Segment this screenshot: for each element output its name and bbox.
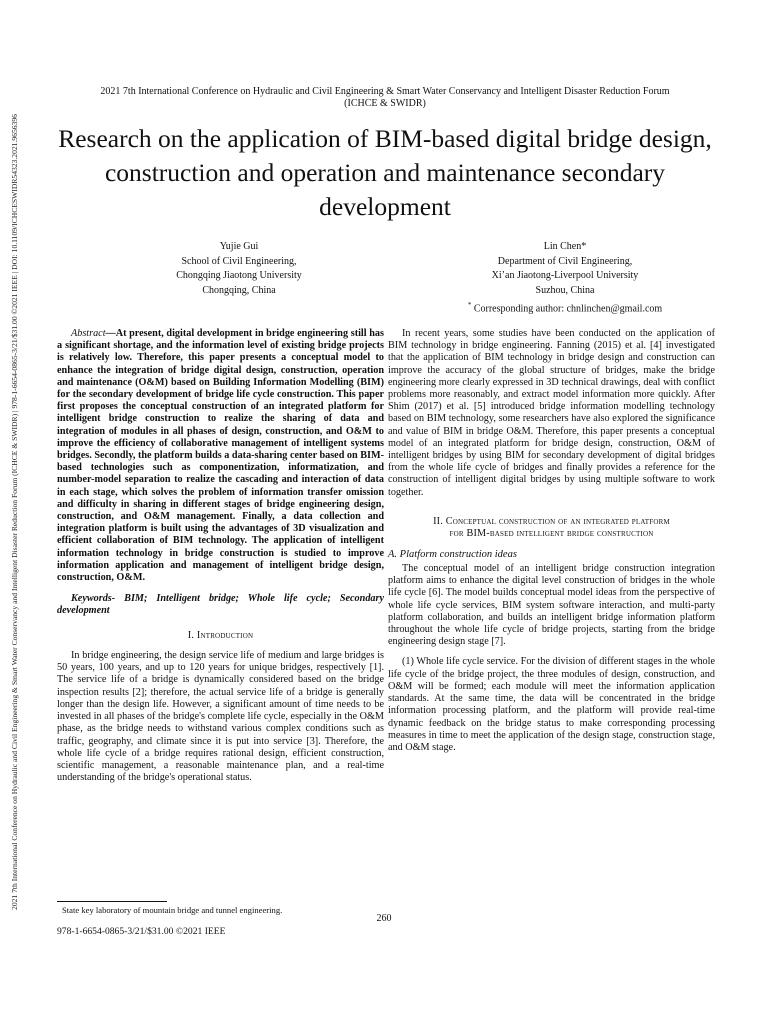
conference-header bbox=[40, 86, 730, 110]
section-heading-line1: II. Conceptual construction of an integrated platform bbox=[433, 515, 670, 527]
platform-paragraph-2: (1) Whole life cycle service. For the division of different stages in the whole life cycle of the bridge project, the three modules of design, construction, and O&M will be formed; each module will meet the information application standards. At the same time, the data will be concentrated in the bridge information processing platform, and the platform will provide real-time dynamic feedback on the bridge status to make corresponding processing measures in time to meet the application of the design stage, construction stage, and O&M stage. bbox=[388, 656, 715, 753]
keywords: Keywords- BIM; Intelligent bridge; Whole life cycle; Secondary development bbox=[57, 593, 384, 617]
abstract-label: Abstract bbox=[71, 328, 106, 339]
author-city: Suzhou, China bbox=[535, 284, 595, 296]
introduction-paragraph: In bridge engineering, the design service life of medium and large bridges is 50 years, 100 years, and up to 120 years for unique bridges, respectively [1]. The service life of a bridge is dynamically considered based on the bridge inspection results [2]; therefore, the actual service life of a bridge is generally longer than the design life. However, a significant amount of time needs to be invested in all phases of the bridge's complete life cycle, especially in the O&M phase, as the bridge needs to withstand various complex conditions such as traffic, geography, and climate since it is put into service [3]. Therefore, the whole life cycle of a bridge requires rational design, efficient construction, scientific management, a reasonable maintenance plan, and a real-time understanding of the bridge's operational status. bbox=[57, 650, 384, 784]
paper-title: Research on the application of BIM-based digital bridge design, construction and operation and maintenance secondary development bbox=[58, 124, 712, 221]
author-university: Xi’an Jiaotong-Liverpool University bbox=[491, 270, 639, 282]
author-university: Chongqing Jiaotong University bbox=[176, 270, 302, 282]
side-doi-strip bbox=[4, 0, 26, 1024]
footnote-rule bbox=[57, 901, 167, 902]
left-column bbox=[57, 328, 384, 784]
author-department: Department of Civil Engineering, bbox=[497, 255, 633, 267]
corresponding-author bbox=[425, 298, 705, 317]
section-heading-line2: for BIM-based intelligent bridge construction bbox=[449, 528, 654, 540]
author-name: Yujie Gui bbox=[219, 241, 259, 252]
side-doi-text: 2021 7th International Conference on Hydraulic and Civil Engineering & Smart Water Conservancy and Intelligent Disaster Reduction Forum (ICHCE & SWIDR) | 978-1-6654-0865-3/21/$31.00 ©2021 IEEE | DOI: 10.1109/ICHCESWIDR54323.2021.9656396 bbox=[10, 114, 19, 910]
isbn-line: 978-1-6654-0865-3/21/$31.00 ©2021 IEEE bbox=[57, 926, 226, 937]
page-number: 260 bbox=[376, 913, 392, 924]
conference-acronym: (ICHCE & SWIDR) bbox=[344, 98, 426, 109]
corresponding-mark: * bbox=[467, 301, 472, 310]
conference-name: 2021 7th International Conference on Hydraulic and Civil Engineering & Smart Water Conservancy and Intelligent Disaster Reduction Forum bbox=[100, 86, 670, 97]
author-block-2 bbox=[425, 240, 705, 317]
abstract bbox=[57, 328, 384, 584]
author-department: School of Civil Engineering, bbox=[181, 255, 297, 267]
footnote: State key laboratory of mountain bridge and tunnel engineering. bbox=[62, 905, 283, 915]
subsection-heading: A. Platform construction ideas bbox=[388, 548, 517, 560]
author-city: Chongqing, China bbox=[202, 284, 276, 296]
right-column bbox=[388, 328, 715, 754]
section-heading-introduction: I. Introduction bbox=[187, 629, 254, 641]
platform-paragraph-1: The conceptual model of an intelligent bridge construction integration platform aims to enhance the digital level construction of bridges in the whole life cycle [6]. The model builds conceptual model ideas from the perspective of whole life cycle services, BIM system software interaction, and multi-party platform collaboration, and builds an intelligent bridge information platform throughout the whole life cycle of bridge projects, starting from the bridge engineering design stage [7]. bbox=[388, 563, 715, 648]
abstract-text: —At present, digital development in bridge engineering still has a significant shortage, and the information level of existing bridge projects is relatively low. Therefore, this paper presents a conceptual model to enhance the integration of bridge digital design, construction, operation and maintenance (O&M) based on Building Information Modelling (BIM) for the secondary development of bridge life cycle construction. This paper first proposes the conceptual construction of an integrated platform for intelligent bridge construction to realize the sharing of data and integration of modules in all phases of design, construction, and O&M to improve the efficiency of collaborative management of intelligent systems bridges. Secondly, the platform builds a data-sharing center based on BIM-based technologies such as componentization, informatization, and number-model separation to realize the cascading and interaction of data in each stage, which solves the problem of information transfer omission and difficulty in sharing in different stages of bridge engineering design, construction, and O&M management. Finally, a data collection and integration platform is built using the advantages of 3D visualization and efficient collaboration of BIM technology. The application of intelligent information technology in bridge construction is studied to improve information application and management of intelligent bridge design, construction, O&M. bbox=[57, 328, 384, 584]
author-name: Lin Chen* bbox=[543, 241, 587, 252]
related-work-paragraph: In recent years, some studies have been conducted on the application of BIM technology in bridge engineering. Fanning (2015) et al. [4] investigated that the application of BIM technology in bridge design and construction can improve the accuracy of the global structure of bridges, make the bridge engineering more clearly expressed in 3D technical drawings, deal with conflict problems more reasonably, and extract model information more quickly. After Shim (2017) et al. [5] introduced bridge information modelling technology based on BIM technology, some researchers have also explored the significance and value of BIM in bridge O&M. Therefore, this paper presents a conceptual model of an integrated platform for bridge design, construction, O&M of intelligent bridges by using BIM for secondary development of digital bridges from the whole life cycle of bridges and finally provides a reference for the construction of intelligent digital bridges by using multiple software to work together. bbox=[388, 328, 715, 498]
corresponding-email: Corresponding author: chnlinchen@gmail.com bbox=[471, 303, 663, 315]
author-block-1 bbox=[99, 240, 379, 298]
section-heading-platform bbox=[388, 516, 715, 541]
